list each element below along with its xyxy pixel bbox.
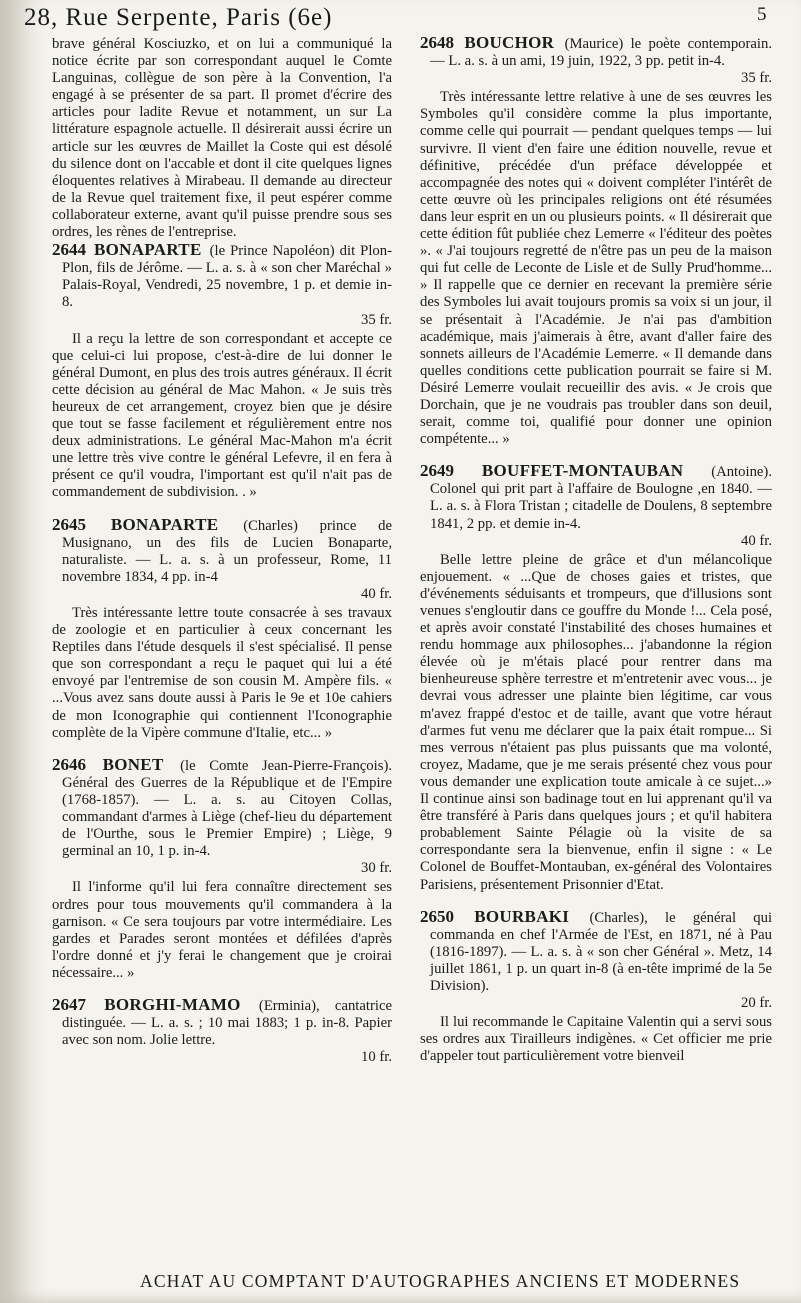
catalogue-entry-2644 xyxy=(52,241,392,501)
entry-description: (Maurice) le poète contemporain. — L. a. s. à un ami, 19 juin, 1922, 3 pp. petit in-4. xyxy=(430,36,773,70)
page-number: 5 xyxy=(757,4,767,25)
entry-heading xyxy=(420,908,772,995)
price-line xyxy=(420,70,772,87)
lot-number: 2648 xyxy=(420,33,454,52)
entry-description: (Antoine). Colonel qui prit part à l'affaire de Boulogne ,en 1840. — L. a. s. à Flora Tristan ; citadelle de Doulens, 8 septembre 1841, 2 pp. et demie in-4. xyxy=(430,464,772,532)
author-name: BONET xyxy=(102,754,164,774)
entry-body: Il l'informe qu'il lui fera connaître directement ses ordres pour tous mouvements qu'il commandera à la garnison. « Ce sera toujours par votre intermédiaire. Les gardes et Parades seront montées et défilées d'après l'ordre donné et j'y ferai le changement que je croirai nécessaire... » xyxy=(52,879,392,981)
lot-number: 2647 xyxy=(52,994,86,1014)
catalogue-entry-2648 xyxy=(420,34,772,448)
author-name: BOUFFET-MONTAUBAN xyxy=(481,461,684,481)
price-line xyxy=(52,312,392,329)
price: 20 fr. xyxy=(740,995,772,1012)
price: 35 fr. xyxy=(360,311,392,328)
price-line xyxy=(52,860,392,877)
author-name: BONAPARTE xyxy=(110,514,219,534)
catalogue-entry-2649 xyxy=(420,462,772,893)
entry-heading xyxy=(420,462,772,532)
entry-heading xyxy=(52,241,392,311)
price: 35 fr. xyxy=(740,70,772,87)
author-name: BORGHI-MAMO xyxy=(104,994,241,1014)
author-name: BOUCHOR xyxy=(464,33,555,52)
entry-description: (le Prince Napoléon) dit Plon-Plon, fils de Jérôme. — L. a. s. à « son cher Maréchal » Palais-Royal, Vendredi, 25 novembre, 1 p. et demie in-8. xyxy=(62,243,392,311)
entry-body: Très intéressante lettre relative à une de ses œuvres les Symboles qu'il considère comme la plus importante, comme celle qui pourrait — pendant quelques temps — lui survivre. Il vient d'en faire une édition nouvelle, revue et définitive, précédée d'un préface développée et accompagnée des notes qui « doivent compléter l'intérêt de cette œuvre où les principales religions ont été résumées dans leur esprit en un ou plusieurs points. « Il désirerait que cette édition fût publiée chez Lemerre « l'éditeur des poètes ». « J'ai toujours regretté de n'être pas un peu de la maison qui fut celle de Leconte de Lisle et de Sully Prud'homme... » Il rappelle que ce dernier en recevant la première série des Symboles lui avait toujours promis sa voix si un jour, il se présentait à l'Académie. Je n'ai pas d'ambition académique, mais j'aimerais à être, avant d'aller faire des sonnets ailleurs de l'Académie Lemerre. « Il demande dans quelles conditions cette publication pourrait se faire si M. Désiré Lemerre voulait recueillir des avis. « Je crois que Dorchain, que je ne voudrais pas troubler dans son deuil, serait, comme toi, qualifié pour donner une opinion compétente... » xyxy=(420,89,772,448)
author-name: BOURBAKI xyxy=(474,906,570,926)
price-line xyxy=(420,995,772,1012)
lot-number: 2649 xyxy=(420,461,454,481)
price-line xyxy=(420,533,772,550)
author-name: BONAPARTE xyxy=(94,240,202,260)
lot-number: 2645 xyxy=(52,514,86,534)
right-column xyxy=(420,34,772,1079)
entry-description: (Charles) prince de Musignano, un des fils de Lucien Bonaparte, naturaliste. — L. a. s. à un professeur, Rome, 11 novembre 1834, 4 pp. in-4 xyxy=(62,517,393,585)
entry-description: (Erminia), cantatrice distinguée. — L. a. s. ; 10 mai 1883; 1 p. in-8. Papier avec son nom. Jolie lettre. xyxy=(62,997,392,1049)
price: 40 fr. xyxy=(360,585,392,602)
catalogue-entry-2646 xyxy=(52,756,392,982)
entry-heading xyxy=(52,756,392,861)
entry-body: Belle lettre pleine de grâce et d'un mélancolique enjouement. « ...Que de choses gaies et tristes, que d'événements séduisants et trompeurs, que d'illusions sont venues s'engloutir dans ce gouffre du Monde !... Cela posé, et après avoir constaté l'instabilité des choses humaines et rendu hommage aux philosophes... j'abandonne la région élevée où je m'étais placé pour rentrer dans ma bienheureuse sphère terrestre et m'entretenir avec vous... je devrai vous adresser une plainte bien légitime, car vous m'avez frappé d'estoc et de taille, avant que votre héraut d'armes fut venu me déclarer que la paix était rompue... Si mes verrous n'étaient pas plus puissants que ma volonté, croyez, Madame, que je me serais présenté chez vous pour vous demander une explication toute amicale à ce sujet...» Il continue ainsi son badinage tout en lui apprenant qu'il va être transféré à Paris dans quelques jours ; et qu'il habitera probablement Sainte Pélagie où la visite de sa correspondante sera la bienvenue, enfin il signe : « Le Colonel de Bouffet-Montauban, ex-général des Volontaires Parisiens, présentement Prisonnier d'Etat. xyxy=(420,551,772,893)
price: 30 fr. xyxy=(360,860,392,877)
lot-number: 2650 xyxy=(420,906,454,926)
left-column xyxy=(52,34,392,1080)
footer-banner: ACHAT AU COMPTANT D'AUTOGRAPHES ANCIENS ET MODERNES xyxy=(140,1271,741,1291)
catalogue-entry-2647 xyxy=(52,996,392,1066)
lot-number: 2646 xyxy=(52,754,86,774)
price-line xyxy=(52,1049,392,1066)
price: 10 fr. xyxy=(360,1049,392,1066)
price-line xyxy=(52,586,392,603)
entry-body: Il lui recommande le Capitaine Valentin qui a servi sous ses ordres aux Tirailleurs indigènes. « Cet officier me prie d'appeler tout particulièrement votre bienveil xyxy=(420,1014,772,1065)
entry-heading xyxy=(52,516,392,586)
entry-body: Il a reçu la lettre de son correspondant et accepte ce que celui-ci lui propose, c'est-à-dire de lui donner le général Dumont, en plus des trois autres généraux. Il écrit cette décision au général de Mac Mahon. « Je suis très heureux de cet arrangement, croyez bien que je désire que tout se fasse facilement et régulièrement entre nos deux administrations. Le général Mac-Mahon m'a écrit une lettre très vive contre le général Lefevre, il en fera à présent ce qu'il voudra, l'important est qu'il n'ait pas de commandement de subdivision. . » xyxy=(52,330,392,501)
catalogue-entry-2650 xyxy=(420,908,772,1066)
entry-description: (le Comte Jean-Pierre-François). Général des Guerres de la République et de l'Empire (1768-1857). — L. a. s. au Citoyen Collas, commandant d'armes à Liège (chef-lieu du département de l'Ourthe, sous le Premier Empire) ; Liège, 9 germinal an 10, 1 p. in-4. xyxy=(62,757,393,860)
catalogue-entry-2645 xyxy=(52,516,392,742)
lot-number: 2644 xyxy=(52,240,86,260)
running-head: 28, Rue Serpente, Paris (6e) xyxy=(24,4,333,31)
entry-description: (Charles), le général qui commanda en chef l'Armée de l'Est, en 1871, né à Pau (1816-1897). — L. a. s. à « son cher Général ». Metz, 14 juillet 1861, 1 p. un quart in-8 (à en-tête imprimé de la 5e Division). xyxy=(430,909,773,994)
price: 40 fr. xyxy=(740,532,772,549)
continuation-text: brave général Kosciuzko, et on lui a communiqué la notice écrite par son correspondant auquel le Comte Languinas, collègue de son père à la Convention, l'a engagé à se présenter de sa part. Il promet d'écrire des articles pour ladite Revue et notamment, un sur La littérature espagnole actuelle. Il désirerait aussi écrire un article sur les œuvres de Maillet la Coste qui est désolé du silence dont on l'accable et dont il cite quelques lignes éloquentes relatives à Mirabeau. Il demande au directeur de la Revue quel traitement fixe, il peut espérer comme collaborateur externe, avant qu'il puisse prendre sous ses ordres, les rènes de l'entreprise. xyxy=(52,36,392,241)
entry-body: Très intéressante lettre toute consacrée à ses travaux de zoologie et en particulier à ceux concernant les Reptiles dans l'étude desquels il s'est spécialisé. Il pense que son correspondant a reçu le paquet qui lui a été envoyé par l'entremise de son cousin M. Ampère fils. « ...Vous avez sans doute aussi à Paris le 9e et 10e cahiers de mon Iconographie qui contiennent l'Iconographie complète de la Vipère commune d'Italie, etc... » xyxy=(52,605,392,741)
entry-heading xyxy=(52,996,392,1049)
entry-heading xyxy=(420,34,772,70)
